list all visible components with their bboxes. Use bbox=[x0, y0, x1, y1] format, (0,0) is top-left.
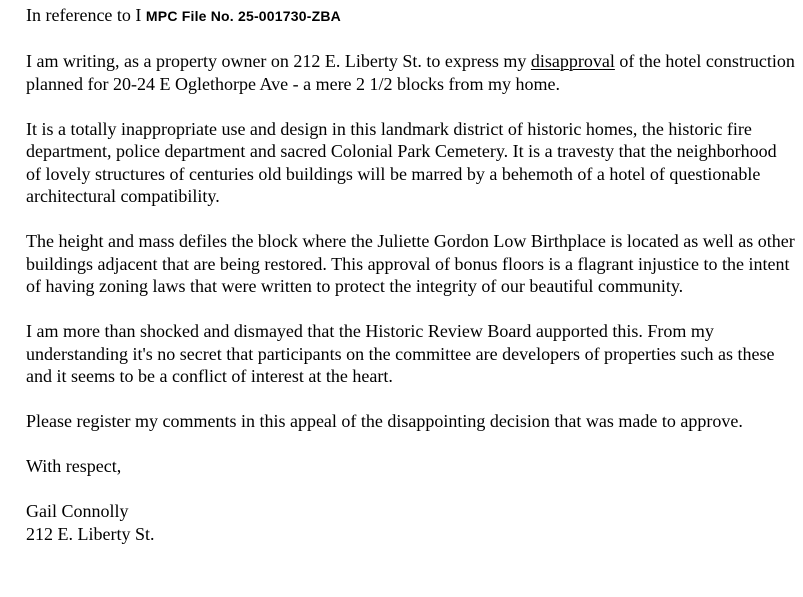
paragraph-request: Please register my comments in this appeal of the disappointing decision that was made to approve. bbox=[26, 411, 743, 431]
paragraph-district: It is a totally inappropriate use and design in this landmark district of historic homes, the historic fire department, police department and sacred Colonial Park Cemetery. It is a travesty that the neighborhood of lovely structures of centuries old buildings will be marred by a behemoth of a hotel of questionable architectural compatibility. bbox=[26, 118, 777, 206]
file-number: MPC File No. 25-001730-ZBA bbox=[145, 8, 341, 24]
reference-prefix: In reference to I bbox=[26, 5, 146, 25]
letter-body bbox=[26, 4, 796, 545]
reference-line bbox=[26, 4, 796, 28]
intro-text-end: of the hotel construction planned for 20-24 E Oglethorpe Ave - a mere 2 1/2 blocks from my home. bbox=[26, 51, 795, 94]
paragraph-height-mass: The height and mass defiles the block where the Juliette Gordon Low Birthplace is located as well as other buildings adjacent that are being restored. This approval of bonus floors is a flagrant injustice to the intent of having zoning laws that were written to protect the integrity of our beautiful community. bbox=[26, 231, 795, 296]
signature-address: 212 E. Liberty St. bbox=[26, 523, 155, 544]
disapproval-emphasis: disapproval bbox=[530, 51, 615, 71]
intro-text-start: I am writing, as a property owner on 212 E. Liberty St. to express my bbox=[26, 51, 531, 71]
paragraph-intro bbox=[26, 50, 796, 95]
paragraph-review-board: I am more than shocked and dismayed that the Historic Review Board aupported this. From my understanding it's no secret that participants on the committee are developers of properties such as these and it seems to be a conflict of interest at the heart. bbox=[26, 321, 775, 386]
signature-name: Gail Connolly bbox=[26, 501, 129, 521]
closing-line: With respect, bbox=[26, 456, 122, 476]
